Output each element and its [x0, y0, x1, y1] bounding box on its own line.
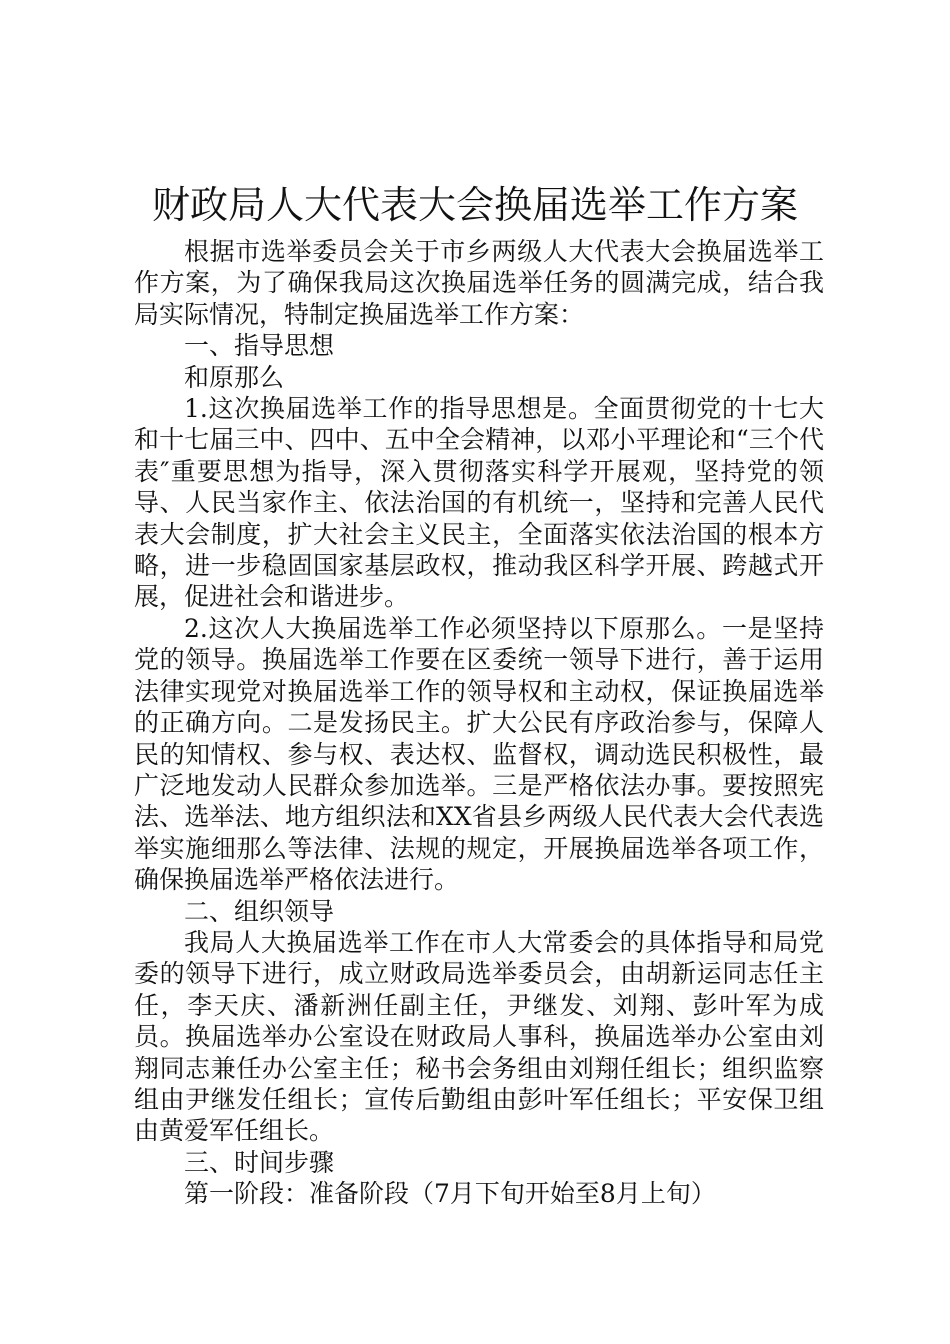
heading-principles: 和原那么 [184, 362, 285, 392]
heading-guiding-thought: 一、指导思想 [184, 331, 335, 361]
paragraph-principles: 2.这次人大换届选举工作必须坚持以下原那么。一是坚持党的领导。换届选举工作要在区委统一领导下进行，善于运用法律实现党对换届选举工作的领导权和主动权，保证换届选举的正确方向。二是发扬民主。扩大公民有序政治参与，保障人民的知情权、参与权、表达权、监督权，调动选民积极性，最广泛地发动人民群众参加选举。三是严格依法办事。要按照宪法、选举法、地方组织法和XX省县乡两级人民代表大会代表选举实施细那么等法律、法规的规定，开展换届选举各项工作，确保换届选举严格依法进行。 [134, 613, 824, 895]
paragraph-stage-one: 第一阶段：准备阶段（7月下旬开始至8月上旬） [184, 1179, 716, 1209]
paragraph-organization: 我局人大换届选举工作在市人大常委会的具体指导和局党委的领导下进行，成立财政局选举委员会，由胡新运同志任主任，李天庆、潘新洲任副主任，尹继发、刘翔、彭叶军为成员。换届选举办公室设在财政局人事科，换届选举办公室由刘翔同志兼任办公室主任；秘书会务组由刘翔任组长；组织监察组由尹继发任组长；宣传后勤组由彭叶军任组长；平安保卫组由黄爱军任组长。 [134, 927, 824, 1146]
paragraph-intro: 根据市选举委员会关于市乡两级人大代表大会换届选举工作方案，为了确保我局这次换届选举任务的圆满完成，结合我局实际情况，特制定换届选举工作方案： [134, 237, 824, 329]
heading-organization: 二、组织领导 [184, 896, 335, 926]
document-body [134, 236, 824, 1210]
document-title: 财政局人大代表大会换届选举工作方案 [151, 183, 798, 227]
heading-schedule: 三、时间步骤 [184, 1147, 335, 1177]
paragraph-guiding-thought: 1.这次换届选举工作的指导思想是。全面贯彻党的十七大和十七届三中、四中、五中全会精神，以邓小平理论和“三个代表″重要思想为指导，深入贯彻落实科学开展观，坚持党的领导、人民当家作主、依法治国的有机统一，坚持和完善人民代表大会制度，扩大社会主义民主，全面落实依法治国的根本方略，进一步稳固国家基层政权，推动我区科学开展、跨越式开展，促进社会和谐进步。 [134, 394, 824, 612]
